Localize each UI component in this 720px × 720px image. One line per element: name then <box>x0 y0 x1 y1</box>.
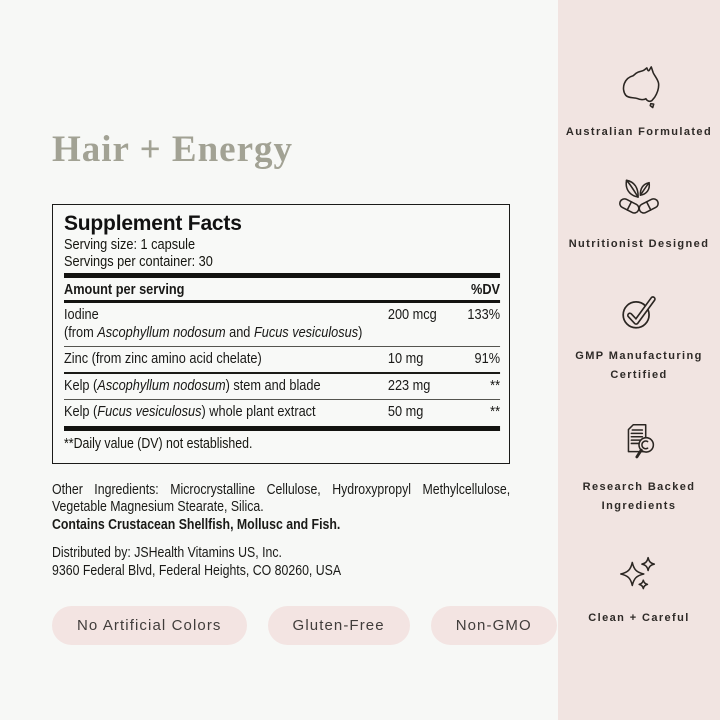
document-magnifier-icon <box>616 417 662 465</box>
nutrient-row-kelp-stem <box>64 374 500 400</box>
dv-header: %DV <box>470 281 501 298</box>
nutrient-dv: ** <box>490 403 501 420</box>
badge-label: Research Backed Ingredients <box>582 481 696 512</box>
nutrient-row-zinc <box>64 347 500 374</box>
amount-per-serving-header: Amount per serving <box>64 281 185 298</box>
nutrient-source: (from Ascophyllum nodosum and Fucus vesiculosus) <box>64 324 363 341</box>
facts-header-row <box>64 278 500 303</box>
nutrient-dv: 91% <box>474 350 501 367</box>
allergen-statement: Contains Crustacean Shellfish, Mollusc and Fish. <box>52 516 341 533</box>
details-section <box>52 482 510 581</box>
non-gmo-pill: Non-GMO <box>431 606 557 645</box>
no-artificial-colors-pill: No Artificial Colors <box>52 606 247 645</box>
nutrient-amount: 50 mg <box>387 403 424 420</box>
nutrient-name: Zinc (from zinc amino acid chelate) <box>64 350 262 367</box>
distributor-line-2: 9360 Federal Blvd, Federal Heights, CO 80260, USA <box>52 562 342 579</box>
badge-label: Nutritionist Designed <box>568 238 710 250</box>
nutrient-amount: 10 mg <box>387 350 424 367</box>
sparkles-icon <box>616 548 662 596</box>
australia-map-icon <box>616 62 663 110</box>
badge-research-backed <box>559 417 719 516</box>
badge-label: GMP Manufacturing Certified <box>575 350 703 381</box>
nutrient-dv: 133% <box>467 306 501 323</box>
badge-gmp-certified <box>559 286 719 385</box>
nutrient-name: Iodine <box>64 306 99 323</box>
nutrient-amount: 200 mcg <box>387 306 437 323</box>
badge-nutritionist-designed <box>559 174 719 254</box>
serving-size: Serving size: 1 capsule <box>64 236 196 253</box>
distributor-line-1: Distributed by: JSHealth Vitamins US, Inc. <box>52 545 282 561</box>
nutrient-name: Kelp (Ascophyllum nodosum) stem and blade <box>64 377 321 394</box>
supplement-facts-title: Supplement Facts <box>64 212 242 235</box>
page-title: Hair + Energy <box>52 129 293 170</box>
badge-clean-careful <box>559 548 719 628</box>
feature-sidebar <box>558 0 720 720</box>
nutrient-name: Kelp (Fucus vesiculosus) whole plant extract <box>64 403 316 420</box>
nutrient-dv: ** <box>490 377 501 394</box>
leaves-capsules-icon <box>616 174 662 222</box>
badge-label: Australian Formulated <box>565 126 713 138</box>
badge-label: Clean + Careful <box>588 612 690 624</box>
supplement-facts-body <box>64 236 500 454</box>
claim-pills <box>52 606 532 645</box>
nutrient-row-iodine <box>64 303 500 347</box>
dv-footnote: **Daily value (DV) not established. <box>64 435 253 452</box>
nutrient-amount: 223 mg <box>387 377 431 394</box>
servings-per-container: Servings per container: 30 <box>64 253 213 270</box>
other-ingredients: Other Ingredients: Microcrystalline Cellulose, Hydroxypropyl Methylcellulose, Vegetable Magnesium Stearate, Silica. <box>52 481 511 515</box>
nutrient-row-kelp-whole <box>64 400 500 425</box>
gluten-free-pill: Gluten-Free <box>268 606 410 645</box>
circle-check-icon <box>616 286 662 334</box>
badge-australian-formulated <box>559 62 719 142</box>
supplement-facts-panel <box>52 204 510 464</box>
